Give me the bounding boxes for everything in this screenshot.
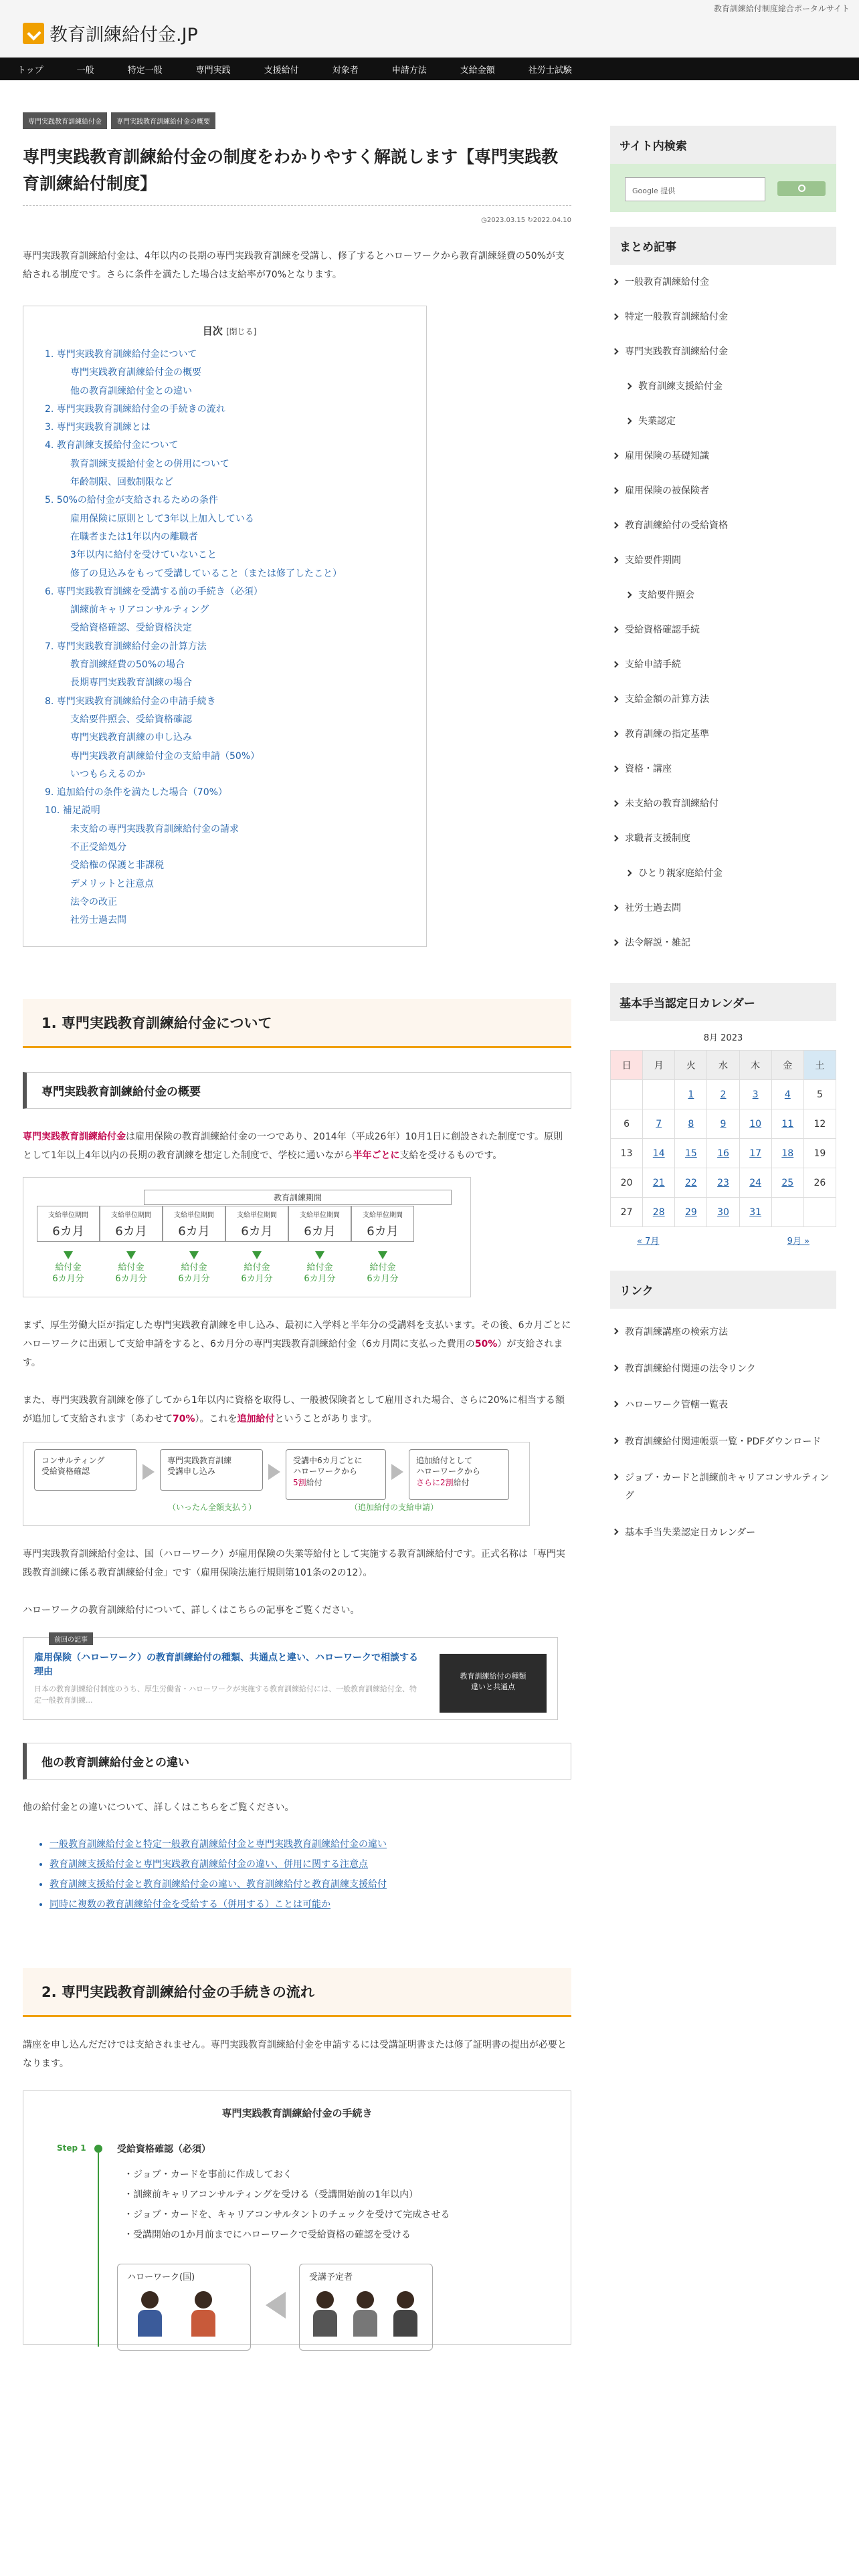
- arrow-down-icon: [189, 1251, 199, 1259]
- clock-icon: ◷: [481, 217, 487, 224]
- toc-item[interactable]: 6. 専門実践教育訓練を受講する前の手続き（必須）: [45, 586, 263, 597]
- global-nav: [0, 58, 859, 80]
- summary-menu-item[interactable]: 受給資格確認手続: [610, 622, 836, 657]
- flow-diagram: [23, 1442, 530, 1526]
- payment-item: [163, 1251, 225, 1285]
- calendar-date-link[interactable]: 16: [717, 1148, 729, 1159]
- period-cells: [37, 1206, 414, 1242]
- period-cell-value: 6カ月: [241, 1224, 273, 1239]
- calendar-cell: [771, 1198, 803, 1227]
- payment-label: 給付金: [118, 1262, 145, 1273]
- arrow-left-icon: [266, 2292, 286, 2319]
- calendar-cell: [707, 1080, 739, 1109]
- nav-item[interactable]: 対象者: [332, 65, 359, 76]
- toc-item[interactable]: 在職者または1年以内の離職者: [70, 531, 198, 542]
- toc-item[interactable]: 1. 専門実践教育訓練給付金について: [45, 349, 197, 360]
- step-dot-icon: [94, 2145, 102, 2153]
- arrow-right-icon: [268, 1464, 280, 1480]
- highlight-text: 70%: [173, 1413, 195, 1424]
- calendar-cell: [611, 1109, 643, 1139]
- paragraph: 他の給付金との違いについて、詳しくはこちらをご覧ください。: [23, 1802, 294, 1813]
- period-cell: [225, 1206, 288, 1242]
- summary-menu-item[interactable]: 社労士過去問: [610, 900, 836, 935]
- period-cell-label: 支給単位期間: [174, 1211, 214, 1219]
- period-cell: [288, 1206, 351, 1242]
- flow-step: [409, 1449, 509, 1500]
- sidebar-link[interactable]: ハローワーク管轄一覧表: [610, 1387, 836, 1424]
- sidebar-heading: まとめ記事: [610, 227, 836, 265]
- procedure-diagram: [23, 2090, 571, 2345]
- calendar-date-link[interactable]: 2: [720, 1089, 727, 1100]
- payment-amount: 6カ月分: [178, 1274, 210, 1285]
- toc-item[interactable]: 専門実践教育訓練給付金の支給申請（50%）: [70, 750, 260, 762]
- arrow-down-icon: [252, 1251, 262, 1259]
- toc-item[interactable]: 10. 補足説明: [45, 805, 100, 817]
- text: 追加給付として ハローワークから: [416, 1455, 481, 1477]
- calendar-nav: [610, 1227, 836, 1253]
- calendar: [610, 1031, 836, 1253]
- refresh-icon: ↻: [527, 217, 533, 224]
- toc-item[interactable]: 8. 専門実践教育訓練給付金の申請手続き: [45, 695, 216, 707]
- payment-amount: 6カ月分: [367, 1274, 399, 1285]
- calendar-cell: [611, 1139, 643, 1168]
- calendar-cell: [675, 1139, 707, 1168]
- toc-item[interactable]: 他の教育訓練給付金との違い: [70, 385, 192, 397]
- highlight-text: 半年ごとに: [353, 1150, 400, 1161]
- summary-menu-item[interactable]: 特定一般教育訓練給付金: [610, 309, 836, 344]
- period-cell: [37, 1206, 100, 1242]
- calendar-cell: [739, 1168, 771, 1198]
- nav-item[interactable]: 専門実践: [195, 65, 231, 76]
- calendar-cell: [675, 1109, 707, 1139]
- payment-item: [351, 1251, 414, 1285]
- calendar-cell: [675, 1168, 707, 1198]
- category-tag[interactable]: 専門実践教育訓練給付金の概要: [111, 112, 215, 129]
- toc-item[interactable]: 教育訓練経費の50%の場合: [70, 659, 185, 671]
- sidebar-link[interactable]: 教育訓練給付関連帳票一覧・PDFダウンロード: [610, 1424, 836, 1461]
- toc-item[interactable]: デメリットと注意点: [70, 878, 154, 889]
- step-item: ・ジョブ・カードを、キャリアコンサルタントのチェックを受けて完成させる: [124, 2210, 450, 2221]
- calendar-date: 20: [620, 1177, 633, 1188]
- text: 支給を受けるものです。: [399, 1150, 502, 1161]
- calendar-date: 19: [814, 1148, 826, 1159]
- section-heading: 1. 専門実践教育訓練給付金について: [23, 999, 571, 1048]
- toc-item[interactable]: 雇用保険に原則として3年以上加入している: [70, 513, 254, 524]
- summary-menu-item[interactable]: 資格・講座: [610, 761, 836, 796]
- arrow-down-icon: [126, 1251, 136, 1259]
- calendar-date-link[interactable]: 17: [749, 1148, 762, 1159]
- arrow-right-icon: [142, 1464, 155, 1480]
- updated-date: 2022.04.10: [533, 217, 571, 224]
- sidebar-links: [610, 1314, 836, 1551]
- summary-menu-item[interactable]: 雇用保険の被保険者: [610, 483, 836, 518]
- calendar-day-header: 日: [611, 1051, 643, 1080]
- arrow-right-icon: [391, 1464, 403, 1480]
- calendar-date-link[interactable]: 24: [749, 1177, 762, 1188]
- calendar-cell: [643, 1139, 675, 1168]
- step-heading: 受給資格確認（必須）: [117, 2143, 211, 2155]
- summary-menu-item[interactable]: 支給申請手続: [610, 657, 836, 691]
- calendar-cell: [611, 1198, 643, 1227]
- site-search: [610, 164, 836, 212]
- calendar-day-header: 水: [707, 1051, 739, 1080]
- calendar-date-link[interactable]: 23: [717, 1177, 729, 1188]
- summary-menu-item[interactable]: 法令解説・雑記: [610, 935, 836, 970]
- payment-item: [37, 1251, 100, 1285]
- toc-title-text: 目次: [202, 325, 223, 337]
- calendar-prev-link[interactable]: « 7月: [637, 1237, 660, 1247]
- text: 受講中6カ月ごとに ハローワークから: [293, 1455, 363, 1477]
- post-dates: [23, 217, 571, 224]
- box-label: ハローワーク(国): [127, 2272, 195, 2282]
- toc-toggle[interactable]: [閉じる]: [225, 327, 257, 336]
- calendar-cell: [707, 1139, 739, 1168]
- summary-menu-item[interactable]: ひとり親家庭給付金: [610, 865, 836, 900]
- calendar-day-header: 土: [803, 1051, 836, 1080]
- arrow-down-icon: [64, 1251, 73, 1259]
- calendar-cell: [707, 1109, 739, 1139]
- site-logo[interactable]: [23, 20, 198, 46]
- calendar-cell: [739, 1198, 771, 1227]
- flow-note: （いったん全額支払う）: [168, 1502, 257, 1512]
- search-button[interactable]: [777, 181, 826, 196]
- site-header: [0, 0, 859, 58]
- toc-item[interactable]: 年齢制限、回数制限など: [70, 477, 173, 488]
- calendar-date-link[interactable]: 31: [749, 1206, 762, 1218]
- summary-menu-item[interactable]: 失業認定: [610, 413, 836, 448]
- related-link[interactable]: • 教育訓練支援給付金と教育訓練給付金の違い、教育訓練給付と教育訓練支援給付: [50, 1874, 571, 1895]
- calendar-date-link[interactable]: 25: [781, 1177, 794, 1188]
- training-period-diagram: [23, 1177, 471, 1297]
- calendar-caption: 8月 2023: [703, 1033, 743, 1043]
- calendar-next-link[interactable]: 9月 »: [787, 1237, 809, 1247]
- related-links: [23, 1834, 571, 1915]
- main-content: [23, 112, 571, 2345]
- period-cell-value: 6カ月: [52, 1224, 84, 1239]
- calendar-cell: [611, 1168, 643, 1198]
- summary-menu-item[interactable]: 教育訓練支援給付金: [610, 379, 836, 413]
- person-figure-icon: [393, 2291, 417, 2338]
- text: は雇用保険の教育訓練給付金の一つであり、2014年（平成26年）10月1日に創設された制度です。原則として1年以上4年以内の長期の教育訓練を想定した制度で、学校に通いながら: [23, 1131, 563, 1161]
- related-link[interactable]: • 一般教育訓練給付金と特定一般教育訓練給付金と専門実践教育訓練給付金の違い: [50, 1834, 571, 1854]
- toc-item[interactable]: 教育訓練支援給付金との併用について: [70, 458, 229, 469]
- payment-amount: 6カ月分: [304, 1274, 336, 1285]
- calendar-date: 6: [624, 1118, 630, 1130]
- calendar-cell: [803, 1109, 836, 1139]
- paragraph: 専門実践教育訓練給付金は、国（ハローワーク）が雇用保険の失業等給付として実施する教育訓練給付です。正式名称は「専門実践教育訓練に係る教育訓練給付金」です（雇用保険法施行規則第101条の2の12）。: [23, 1548, 565, 1578]
- toc-item[interactable]: いつもらえるのか: [70, 768, 145, 780]
- toc-item[interactable]: 未支給の専門実践教育訓練給付金の請求: [70, 823, 239, 835]
- calendar-date-link[interactable]: 11: [781, 1118, 794, 1130]
- step-item: ・受講開始の1か月前までにハローワークで受給資格の確認を受ける: [124, 2230, 411, 2241]
- text: ）が支給されます。: [23, 1338, 563, 1368]
- period-cell-label: 支給単位期間: [48, 1211, 88, 1219]
- sidebar-link[interactable]: ジョブ・カードと訓練前キャリアコンサルティング: [610, 1460, 836, 1514]
- page-title: 専門実践教育訓練給付金の制度をわかりやすく解説します【専門実践教育訓練給付制度】: [23, 144, 571, 206]
- calendar-cell: [675, 1080, 707, 1109]
- text: 給付: [306, 1478, 322, 1488]
- highlight-text: 追加給付: [237, 1413, 275, 1424]
- arrow-down-icon: [315, 1251, 324, 1259]
- calendar-date-link[interactable]: 8: [688, 1118, 694, 1130]
- toc-item[interactable]: 社労士過去問: [70, 915, 126, 926]
- box-label: 受講予定者: [309, 2272, 353, 2282]
- toc-item[interactable]: 4. 教育訓練支援給付金について: [45, 440, 179, 451]
- sidebar-heading: 基本手当認定日カレンダー: [610, 983, 836, 1021]
- category-tag[interactable]: 専門実践教育訓練給付金: [23, 112, 107, 129]
- toc-item[interactable]: 7. 専門実践教育訓練給付金の計算方法: [45, 641, 207, 652]
- toc-list: [45, 346, 414, 930]
- period-cell-label: 支給単位期間: [111, 1211, 151, 1219]
- step-item: ・訓練前キャリアコンサルティングを受ける（受講開始前の1年以内）: [124, 2189, 419, 2201]
- summary-menu-item[interactable]: 求職者支援制度: [610, 831, 836, 865]
- calendar-cell: [707, 1198, 739, 1227]
- site-tagline: 教育訓練給付制度総合ポータルサイト: [713, 4, 850, 13]
- payment-label: 給付金: [369, 1262, 396, 1273]
- calendar-cell: [643, 1080, 675, 1109]
- calendar-date-link[interactable]: 21: [652, 1177, 665, 1188]
- highlight-text: 50%: [474, 1338, 498, 1350]
- text: ということがあります。: [274, 1413, 377, 1424]
- sidebar-heading: リンク: [610, 1271, 836, 1309]
- calendar-date-link[interactable]: 9: [720, 1118, 727, 1130]
- calendar-date-link[interactable]: 3: [752, 1089, 759, 1100]
- payment-item: [288, 1251, 351, 1285]
- summary-menu-item[interactable]: 一般教育訓練給付金: [610, 274, 836, 309]
- section-heading: 2. 専門実践教育訓練給付金の手続きの流れ: [23, 1968, 571, 2017]
- text: また、専門実践教育訓練を修了してから1年以内に資格を取得し、一般被保険者として雇用された場合、さらに20%に相当する額が追加して支給されます（あわせて: [23, 1394, 565, 1424]
- flow-step: [286, 1449, 386, 1500]
- summary-menu-item[interactable]: 未支給の教育訓練給付: [610, 796, 836, 831]
- person-figure-icon: [313, 2291, 337, 2338]
- payment-item: [225, 1251, 288, 1285]
- step-label: Step 1: [57, 2143, 86, 2153]
- nav-item[interactable]: 支援給付: [264, 65, 299, 76]
- sidebar-link[interactable]: 基本手当失業認定日カレンダー: [610, 1515, 836, 1551]
- payment-label: 給付金: [306, 1262, 333, 1273]
- site-name: 教育訓練給付金.JP: [50, 25, 198, 45]
- paragraph: [23, 1128, 571, 1165]
- calendar-date-link[interactable]: 29: [684, 1206, 697, 1218]
- payment-row: [37, 1251, 414, 1285]
- toc-item[interactable]: 9. 追加給付の条件を満たした場合（70%）: [45, 787, 227, 798]
- calendar-date: 5: [816, 1089, 823, 1100]
- checkmark-icon: [23, 23, 44, 44]
- summary-menu-item[interactable]: 専門実践教育訓練給付金: [610, 344, 836, 379]
- highlight-text: さらに2割: [416, 1478, 454, 1488]
- calendar-date-link[interactable]: 1: [688, 1089, 694, 1100]
- calendar-cell: [707, 1168, 739, 1198]
- sidebar-heading: サイト内検索: [610, 126, 836, 164]
- intro-text: 専門実践教育訓練給付金は、4年以内の長期の専門実践教育訓練を受講し、修了するとハローワークから教育訓練経費の50%が支給される制度です。さらに条件を満たした場合は支給率が70%となります。: [23, 251, 565, 280]
- related-link[interactable]: • 教育訓練支援給付金と専門実践教育訓練給付金の違い、併用に関する注意点: [50, 1854, 571, 1874]
- text: まず、厚生労働大臣が指定した専門実践教育訓練を申し込み、最初に入学料と半年分の受講料を支払います。その後、6カ月ごとにハローワークに出頭して支給申請をすると、6カ月分の専門実践教育訓練給付金（6カ月間に支払った費用の: [23, 1319, 571, 1350]
- published-date: 2023.03.15: [486, 217, 526, 224]
- calendar-date-link[interactable]: 10: [749, 1118, 762, 1130]
- toc-item[interactable]: 訓練前キャリアコンサルティング: [70, 605, 209, 616]
- nav-item[interactable]: 一般: [76, 65, 94, 76]
- flow-note: （追加給付の支給申請）: [350, 1502, 439, 1512]
- calendar-day-header: 火: [675, 1051, 707, 1080]
- calendar-date-link[interactable]: 30: [717, 1206, 729, 1218]
- sidebar-link[interactable]: 教育訓練講座の検索方法: [610, 1314, 836, 1351]
- summary-menu-item[interactable]: 支給要件照会: [610, 587, 836, 622]
- calendar-cell: [771, 1139, 803, 1168]
- nav-item[interactable]: トップ: [17, 65, 43, 76]
- calendar-date-link[interactable]: 18: [781, 1148, 794, 1159]
- search-input[interactable]: Google 提供: [625, 177, 765, 201]
- nav-item[interactable]: 社労士試験: [528, 65, 572, 76]
- calendar-cell: [739, 1109, 771, 1139]
- calendar-date: 13: [620, 1148, 633, 1159]
- card-description: 日本の教育訓練給付制度のうち、厚生労働省・ハローワークが実施する教育訓練給付には、一般教育訓練給付金、特定一般教育訓練...: [34, 1684, 417, 1705]
- payment-label: 給付金: [181, 1262, 207, 1273]
- text: ）。これを: [195, 1413, 237, 1424]
- summary-menu-item[interactable]: 支給金額の計算方法: [610, 691, 836, 726]
- paragraph: 講座を申し込んだだけでは支給されません。専門実践教育訓練給付金を申請するには受講証明書または修了証明書の提出が必要となります。: [23, 2039, 567, 2069]
- calendar-day-header: 金: [771, 1051, 803, 1080]
- step-items: [124, 2165, 450, 2245]
- calendar-cell: [803, 1139, 836, 1168]
- toc-item[interactable]: 受給資格確認、受給資格決定: [70, 623, 192, 634]
- calendar-date-link[interactable]: 15: [684, 1148, 697, 1159]
- period-cell-label: 支給単位期間: [237, 1211, 277, 1219]
- calendar-date-link[interactable]: 14: [652, 1148, 665, 1159]
- nav-item[interactable]: 支給金額: [460, 65, 495, 76]
- category-tags: [23, 112, 571, 129]
- payment-amount: 6カ月分: [241, 1274, 273, 1285]
- toc-item[interactable]: 不正受給処分: [70, 842, 126, 853]
- calendar-cell: [803, 1168, 836, 1198]
- toc-item[interactable]: 2. 専門実践教育訓練給付金の手続きの流れ: [45, 403, 225, 415]
- toc-item[interactable]: 修了の見込みをもって受講していること（または修了したこと）: [70, 568, 342, 579]
- arrow-down-icon: [378, 1251, 387, 1259]
- toc-item[interactable]: 3年以内に給付を受けていないこと: [70, 550, 217, 561]
- card-thumbnail: 教育訓練給付の種類 違いと共通点: [440, 1654, 547, 1713]
- calendar-date-link[interactable]: 7: [656, 1118, 662, 1130]
- period-cell-label: 支給単位期間: [363, 1211, 403, 1219]
- applicant-box: [299, 2264, 433, 2351]
- paragraph: [23, 1391, 571, 1428]
- period-cell-label: 支給単位期間: [300, 1211, 340, 1219]
- period-cell-value: 6カ月: [178, 1224, 210, 1239]
- calendar-cell: [643, 1198, 675, 1227]
- sidebar-link[interactable]: 教育訓練給付関連の法令リンク: [610, 1351, 836, 1388]
- highlight-text: 5割: [293, 1478, 306, 1488]
- paragraph: ハローワークの教育訓練給付について、詳しくはこちらの記事をご覧ください。: [23, 1604, 360, 1616]
- calendar-day-header: 月: [643, 1051, 675, 1080]
- period-cell: [351, 1206, 414, 1242]
- flow-step: 専門実践教育訓練 受講申し込み: [160, 1449, 263, 1491]
- flow-step: コンサルティング 受給資格確認: [34, 1449, 137, 1491]
- calendar-cell: [771, 1168, 803, 1198]
- text: 給付: [453, 1478, 470, 1488]
- calendar-cell: [675, 1198, 707, 1227]
- table-of-contents: [23, 306, 427, 947]
- toc-item[interactable]: 5. 50%の給付金が支給されるための条件: [45, 495, 218, 506]
- payment-label: 給付金: [244, 1262, 270, 1273]
- summary-menu-item[interactable]: 教育訓練の指定基準: [610, 726, 836, 761]
- staff-figure-icon: [191, 2291, 215, 2338]
- person-figure-icon: [353, 2291, 377, 2338]
- hellowork-box: [117, 2264, 251, 2351]
- calendar-cell: [771, 1109, 803, 1139]
- nav-item[interactable]: 申請方法: [391, 65, 427, 76]
- summary-menu-item[interactable]: 雇用保険の基礎知識: [610, 448, 836, 483]
- step-item: ・ジョブ・カードを事前に作成しておく: [124, 2169, 292, 2180]
- paragraph: [23, 1316, 571, 1372]
- calendar-date-link[interactable]: 4: [784, 1089, 791, 1100]
- calendar-cell: [643, 1168, 675, 1198]
- related-link[interactable]: • 同時に複数の教育訓練給付金を受給する（併用する）ことは可能か: [50, 1895, 571, 1915]
- toc-item[interactable]: 法令の改正: [70, 896, 117, 907]
- calendar-cell: [739, 1080, 771, 1109]
- summary-menu-item[interactable]: 支給要件期間: [610, 552, 836, 587]
- calendar-cell: [643, 1109, 675, 1139]
- nav-item[interactable]: 特定一般: [127, 65, 163, 76]
- period-cell-value: 6カ月: [304, 1224, 336, 1239]
- step-line: [98, 2153, 99, 2347]
- period-cell: [100, 1206, 163, 1242]
- summary-menu-item[interactable]: 教育訓練給付の受給資格: [610, 518, 836, 552]
- toc-item[interactable]: 3. 専門実践教育訓練とは: [45, 422, 151, 433]
- period-cell: [163, 1206, 225, 1242]
- subsection-heading: 専門実践教育訓練給付金の概要: [23, 1072, 571, 1109]
- calendar-day-header: 木: [739, 1051, 771, 1080]
- card-title: 雇用保険（ハローワーク）の教育訓練給付の種類、共通点と違い、ハローワークで相談する理由: [34, 1652, 418, 1677]
- card-badge: 前回の記事: [49, 1632, 93, 1645]
- procedure-title: 専門実践教育訓練給付金の手続き: [221, 2107, 373, 2119]
- calendar-cell: [803, 1198, 836, 1227]
- toc-item[interactable]: 受給権の保護と非課税: [70, 860, 164, 871]
- toc-title: [45, 324, 414, 338]
- calendar-date: 12: [814, 1118, 826, 1130]
- calendar-cell: [771, 1080, 803, 1109]
- payment-item: [100, 1251, 163, 1285]
- highlight-text: 専門実践教育訓練給付金: [23, 1131, 126, 1142]
- related-article-card[interactable]: [23, 1637, 558, 1720]
- payment-amount: 6カ月分: [52, 1274, 84, 1285]
- calendar-cell: [803, 1080, 836, 1109]
- calendar-cell: [739, 1139, 771, 1168]
- calendar-cell: [611, 1080, 643, 1109]
- summary-menu: [610, 274, 836, 970]
- payment-label: 給付金: [55, 1262, 82, 1273]
- toc-item[interactable]: 専門実践教育訓練の申し込み: [70, 732, 192, 744]
- toc-item[interactable]: 支給要件照会、受給資格確認: [70, 714, 192, 725]
- calendar-date-link[interactable]: 22: [684, 1177, 697, 1188]
- period-cell-value: 6カ月: [115, 1224, 147, 1239]
- period-cell-value: 6カ月: [367, 1224, 399, 1239]
- toc-item[interactable]: 専門実践教育訓練給付金の概要: [70, 367, 201, 379]
- calendar-date: 26: [814, 1177, 826, 1188]
- payment-amount: 6カ月分: [115, 1274, 147, 1285]
- sidebar: [610, 126, 836, 1551]
- calendar-date: 27: [620, 1206, 633, 1218]
- diagram-title: 教育訓練期間: [144, 1190, 452, 1205]
- toc-item[interactable]: 長期専門実践教育訓練の場合: [70, 677, 192, 689]
- staff-figure-icon: [138, 2291, 162, 2338]
- calendar-date-link[interactable]: 28: [652, 1206, 665, 1218]
- subsection-heading: 他の教育訓練給付金との違い: [23, 1743, 571, 1780]
